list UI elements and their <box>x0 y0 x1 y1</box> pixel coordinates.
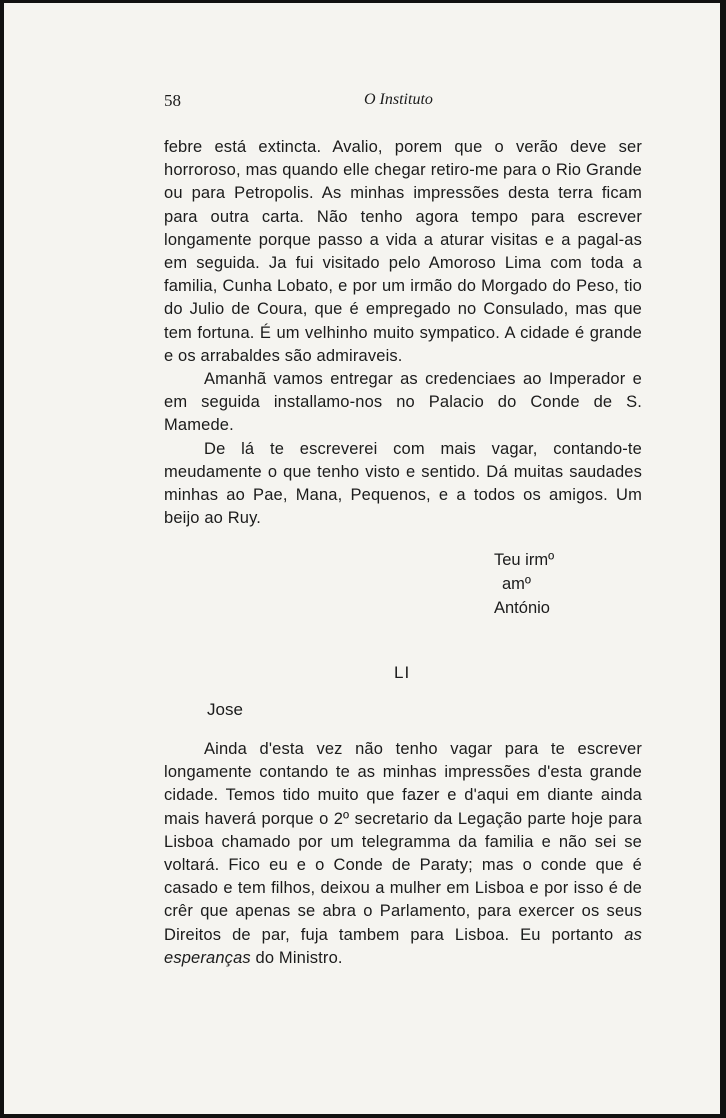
paragraph-continued: febre está extincta. Avalio, porem que o verão deve ser horroroso, mas quando elle chegar retiro-me para o Rio Grande ou para Petropolis. As minhas impressões desta terra ficam para outra carta. Não tenho agora tempo para escrever longamente porque passo a vida a aturar visitas e a pagal-as em seguida. Ja fui visitado pelo Amoroso Lima com toda a familia, Cunha Lobato, e por um irmão do Morgado do Peso, tio do Julio de Coura, que é empregado no Consulado, mas que tem fortuna. É um velhinho muito sympatico. A cidade é grande e os arrabaldes são admiraveis. <box>164 138 642 365</box>
letter-body <box>164 738 642 970</box>
italic-phrase: as esperanças <box>164 925 643 967</box>
signoff <box>494 548 554 620</box>
letter-body <box>164 136 642 530</box>
signoff-line: Teu irmº <box>494 551 555 569</box>
letter-number: LI <box>394 663 411 682</box>
paragraph <box>164 738 642 970</box>
running-title: O Instituto <box>364 91 433 108</box>
page-number: 58 <box>164 91 181 110</box>
paragraph: Amanhã vamos entregar as credenciaes ao Imperador e em seguida installamo-nos no Palacio do Conde de S. Mamede. <box>164 370 642 435</box>
letter-addressee: Jose <box>207 700 243 719</box>
paragraph: De lá te escreverei com mais vagar, contando-te meudamente o que tenho visto e sentido. Dá muitas saudades minhas ao Pae, Mana, Pequenos, e a todos os amigos. Um beijo ao Ruy. <box>164 439 642 528</box>
paragraph-text: Ainda d'esta vez não tenho vagar para te escrever longamente contando te as minhas impressões d'esta grande cidade. Temos tido muito que fazer e d'aqui em diante ainda mais haverá porque o 2º secretario da Legação parte hoje para Lisboa chamado por um telegramma da familia e não sei se voltará. Fico eu e o Conde de Paraty; mas o conde que é casado e tem filhos, deixou a mulher em Lisboa e por isso é de crêr que apenas se abra o Parlamento, para exercer os seus Direitos de par, fuja tambem para Lisboa. Eu portanto <box>164 740 642 944</box>
signoff-signature: António <box>494 599 550 617</box>
paragraph-text: do Ministro. <box>255 948 343 967</box>
signoff-line: amº <box>502 575 531 593</box>
page-header <box>164 91 644 115</box>
